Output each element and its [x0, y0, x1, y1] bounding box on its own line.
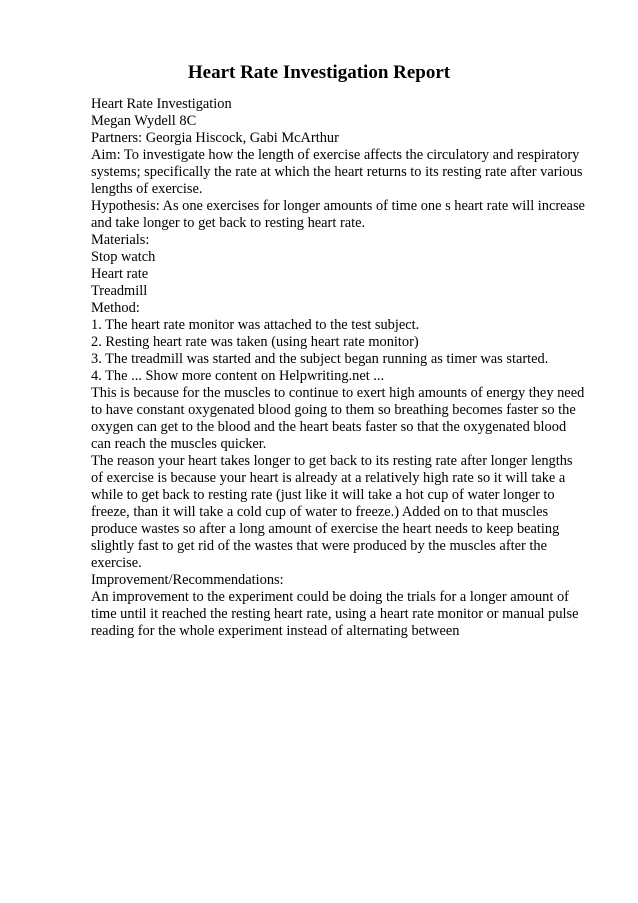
text-line: freeze, than it will take a cold cup of water to freeze.) Added on to that muscles [91, 504, 549, 520]
text-line: Treadmill [91, 283, 148, 299]
text-line: systems; specifically the rate at which the heart returns to its resting rate after various [91, 164, 583, 180]
text-line: exercise. [91, 555, 142, 571]
text-line: Aim: To investigate how the length of exercise affects the circulatory and respiratory [91, 147, 580, 163]
text-line: and take longer to get back to resting heart rate. [91, 215, 366, 231]
text-line: Materials: [91, 232, 150, 248]
text-line: to have constant oxygenated blood going to them so breathing becomes faster so the [91, 402, 576, 418]
text-line: Stop watch [91, 249, 156, 265]
text-line: lengths of exercise. [91, 181, 203, 197]
text-line: 1. The heart rate monitor was attached to the test subject. [91, 317, 420, 333]
text-line: 2. Resting heart rate was taken (using heart rate monitor) [91, 334, 419, 350]
text-line: slightly fast to get rid of the wastes that were produced by the muscles after the [91, 538, 547, 554]
text-line: reading for the whole experiment instead of alternating between [91, 623, 460, 639]
text-line: while to get back to resting rate (just like it will take a hot cup of water longer to [91, 487, 555, 503]
text-line: 3. The treadmill was started and the subject began running as timer was started. [91, 351, 549, 367]
text-line: oxygen can get to the blood and the heart beats faster so that the oxygenated blood [91, 419, 567, 435]
text-line: of exercise is because your heart is already at a relatively high rate so it will take a [91, 470, 566, 486]
text-line: This is because for the muscles to continue to exert high amounts of energy they need [91, 385, 585, 401]
text-line: Heart Rate Investigation [91, 96, 232, 112]
text-line: Megan Wydell 8C [91, 113, 197, 129]
text-line: Hypothesis: As one exercises for longer amounts of time one s heart rate will increase [91, 198, 585, 214]
text-line: Partners: Georgia Hiscock, Gabi McArthur [91, 130, 339, 146]
document-title: Heart Rate Investigation Report [187, 62, 451, 83]
text-line: An improvement to the experiment could be doing the trials for a longer amount of [91, 589, 569, 605]
text-line: can reach the muscles quicker. [91, 436, 267, 452]
text-line: The reason your heart takes longer to get back to its resting rate after longer lengths [91, 453, 573, 469]
text-line: Heart rate [91, 266, 149, 282]
text-line: Improvement/Recommendations: [91, 572, 284, 588]
text-line: produce wastes so after a long amount of exercise the heart needs to keep beating [91, 521, 560, 537]
document-body [91, 96, 591, 640]
text-line: time until it reached the resting heart rate, using a heart rate monitor or manual pulse [91, 606, 579, 622]
text-line: 4. The ... Show more content on Helpwriting.net ... [91, 368, 385, 384]
text-line: Method: [91, 300, 140, 316]
